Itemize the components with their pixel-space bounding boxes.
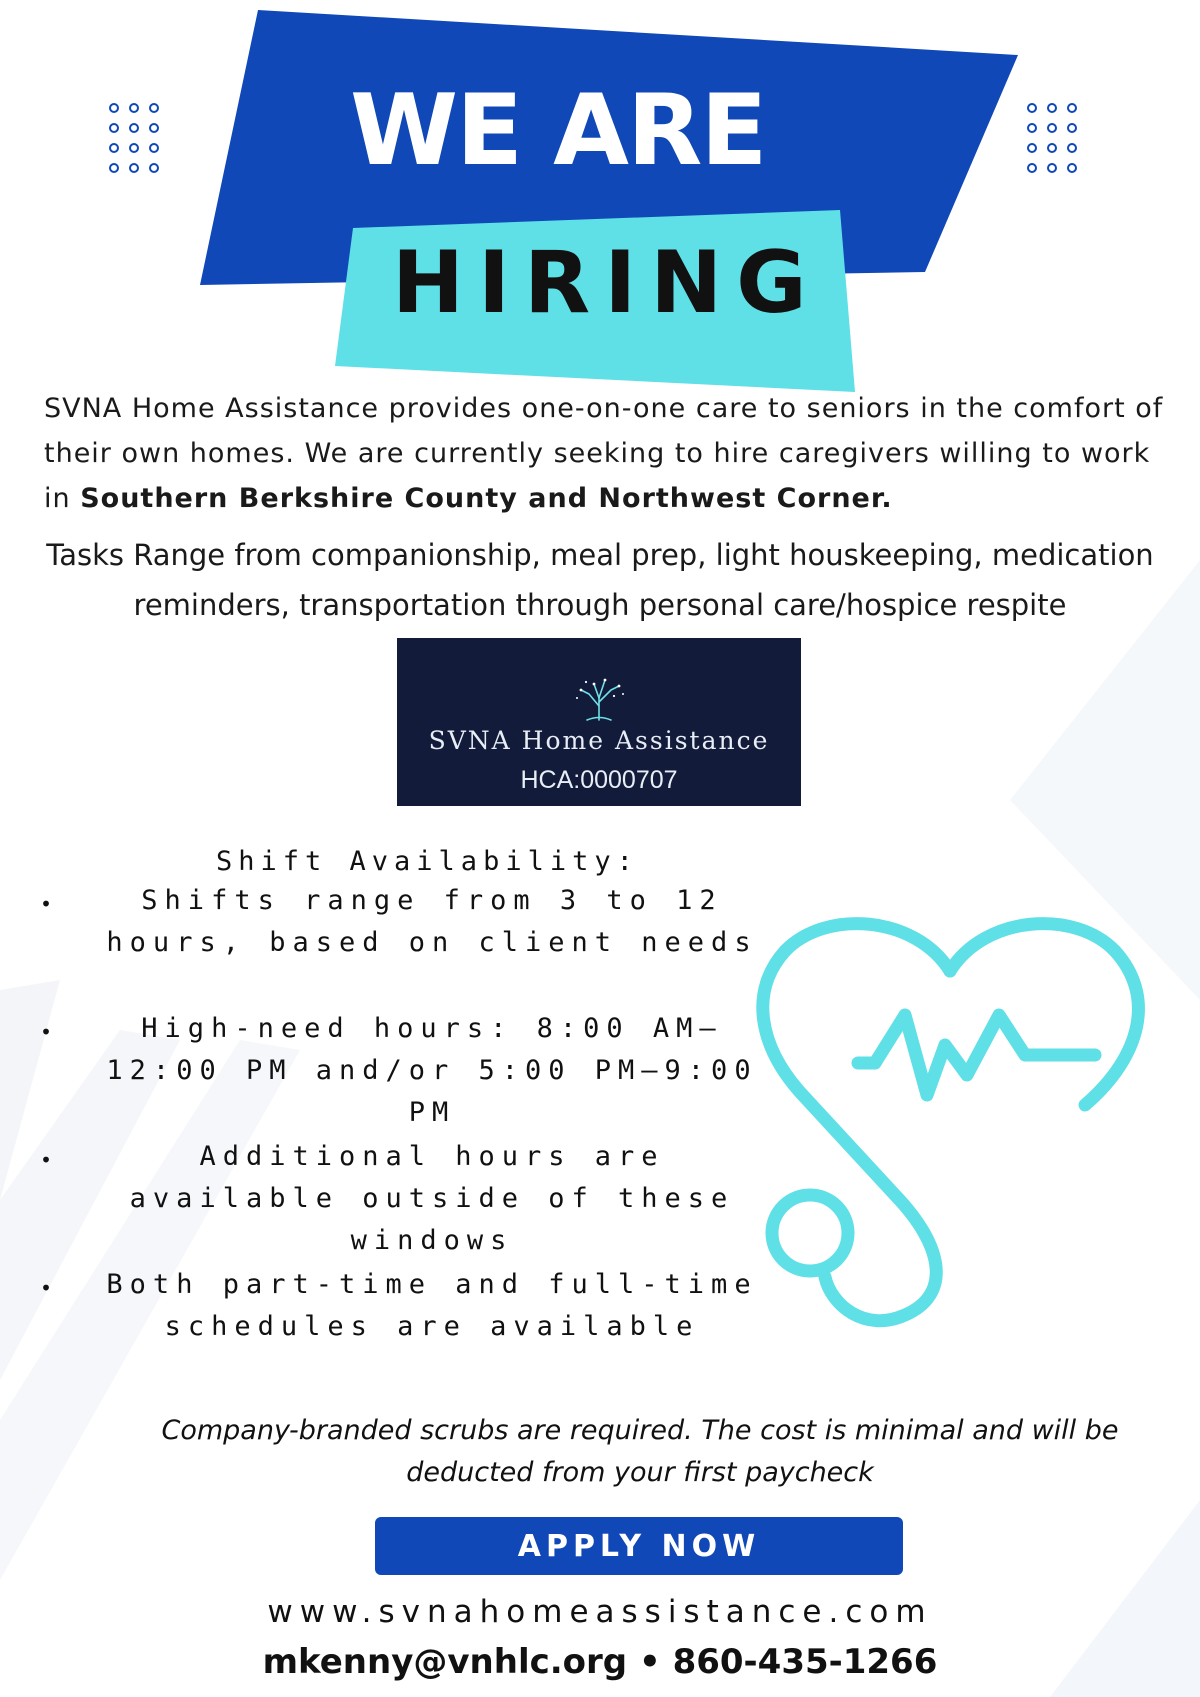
bullet-icon: •: [40, 1020, 53, 1044]
website-link[interactable]: www.svnahomeassistance.com: [267, 1594, 933, 1630]
contact-line: [0, 1642, 1200, 1682]
shift-item-text: High-need hours: 8:00 AM–12:00 PM and/or 5:00 PM–9:00 PM: [106, 1013, 758, 1128]
logo-company-name: SVNA Home Assistance: [428, 726, 770, 755]
scrubs-notice: Company-branded scrubs are required. The cost is minimal and will be deducted from your first paycheck: [161, 1415, 1119, 1488]
headline-banner: [0, 0, 1200, 400]
dot-grid-left: [108, 100, 174, 180]
intro-region-text: Southern Berkshire County and Northwest Corner.: [80, 483, 893, 514]
company-logo: [397, 638, 801, 806]
separator-dot: •: [639, 1642, 661, 1682]
phone-number[interactable]: 860-435-1266: [672, 1642, 938, 1682]
shift-availability-title: Shift Availability:: [216, 846, 639, 877]
apply-now-button[interactable]: APPLY NOW: [375, 1517, 903, 1575]
bullet-icon: •: [40, 1276, 53, 1300]
shift-item-text: Shifts range from 3 to 12 hours, based on client needs: [106, 885, 758, 958]
headline-we-are: WE ARE: [350, 74, 766, 188]
shift-item-text: Additional hours are available outside of these windows: [129, 1141, 735, 1256]
intro-text: SVNA Home Assistance provides one-on-one care to seniors in the comfort of their own homes. We are currently seeking to hire caregivers willing to work in: [44, 393, 1164, 514]
headline-hiring: HIRING: [392, 233, 821, 333]
bullet-icon: •: [40, 1148, 53, 1172]
email-link[interactable]: mkenny@vnhlc.org: [262, 1642, 628, 1682]
dot-grid-right: [1026, 100, 1092, 180]
tasks-paragraph: Tasks Range from companionship, meal prep, light houskeeping, medication reminders, transportation through personal care/hospice respite: [46, 538, 1154, 622]
intro-paragraph: [44, 386, 1164, 521]
logo-license-number: HCA:0000707: [520, 766, 678, 794]
tree-icon: [569, 668, 629, 724]
heart-stethoscope-icon: [755, 895, 1155, 1335]
bullet-icon: •: [40, 892, 53, 916]
shift-item-text: Both part-time and full-time schedules are available: [106, 1269, 758, 1342]
